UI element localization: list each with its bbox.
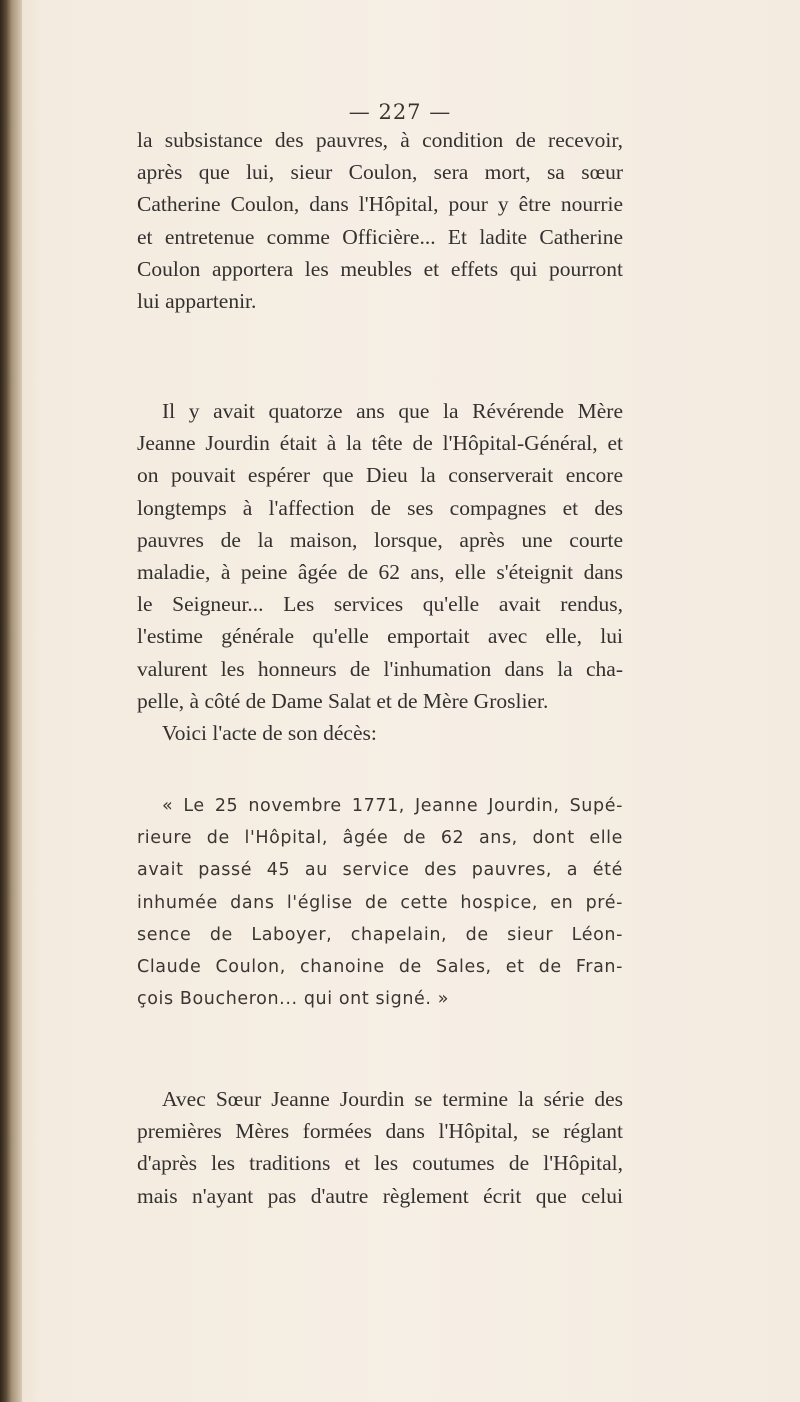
text-line: le Seigneur... Les services qu'elle avait rendus, bbox=[137, 592, 623, 617]
text-line: lui appartenir. bbox=[137, 289, 257, 314]
quoted-death-record bbox=[137, 790, 623, 1015]
text-line: valurent les honneurs de l'inhumation dans la cha- bbox=[137, 656, 623, 681]
page-number: — 227 — bbox=[348, 100, 452, 124]
text-line: après que lui, sieur Coulon, sera mort, sa sœur bbox=[137, 160, 623, 185]
paragraph-death-of-mother bbox=[137, 395, 623, 717]
text-line: pelle, à côté de Dame Salat et de Mère Groslier. bbox=[137, 688, 549, 713]
text-line: Il y avait quatorze ans que la Révérende Mère bbox=[162, 399, 623, 423]
paragraph-continuation bbox=[137, 124, 623, 317]
text-line: on pouvait espérer que Dieu la conserverait encore bbox=[137, 463, 623, 488]
paragraph-intro-to-act bbox=[137, 717, 623, 749]
text-line: premières Mères formées dans l'Hôpital, se réglant bbox=[137, 1119, 623, 1144]
text-line: « Le 25 novembre 1771, Jeanne Jourdin, Supé- bbox=[162, 796, 623, 816]
text-line: l'estime générale qu'elle emportait avec elle, lui bbox=[137, 624, 623, 649]
text-line: inhumée dans l'église de cette hospice, en pré- bbox=[137, 892, 623, 913]
text-line: Avec Sœur Jeanne Jourdin se termine la série des bbox=[162, 1087, 623, 1111]
text-line: Voici l'acte de son décès: bbox=[162, 721, 377, 745]
text-line: sence de Laboyer, chapelain, de sieur Léon- bbox=[137, 924, 623, 945]
text-line: avait passé 45 au service des pauvres, a été bbox=[137, 860, 623, 881]
text-line: Claude Coulon, chanoine de Sales, et de Fran- bbox=[137, 957, 623, 978]
text-line: çois Boucheron... qui ont signé. » bbox=[137, 989, 450, 1010]
text-line: la subsistance des pauvres, à condition de recevoir, bbox=[137, 128, 623, 152]
text-line: d'après les traditions et les coutumes de l'Hôpital, bbox=[137, 1151, 623, 1176]
text-line: Coulon apportera les meubles et effets qui pourront bbox=[137, 256, 623, 281]
text-line: rieure de l'Hôpital, âgée de 62 ans, dont elle bbox=[137, 828, 623, 849]
text-line: Jeanne Jourdin était à la tête de l'Hôpital-Général, et bbox=[137, 431, 623, 456]
text-line: mais n'ayant pas d'autre règlement écrit que celui bbox=[137, 1183, 623, 1208]
paragraph-end-of-series bbox=[137, 1083, 623, 1212]
text-line: et entretenue comme Officière... Et ladite Catherine bbox=[137, 224, 623, 249]
text-line: pauvres de la maison, lorsque, après une courte bbox=[137, 527, 623, 552]
text-line: Catherine Coulon, dans l'Hôpital, pour y être nourrie bbox=[137, 192, 623, 217]
text-line: maladie, à peine âgée de 62 ans, elle s'éteignit dans bbox=[137, 560, 623, 585]
book-binding-edge bbox=[0, 0, 22, 1402]
text-line: longtemps à l'affection de ses compagnes et des bbox=[137, 495, 623, 520]
